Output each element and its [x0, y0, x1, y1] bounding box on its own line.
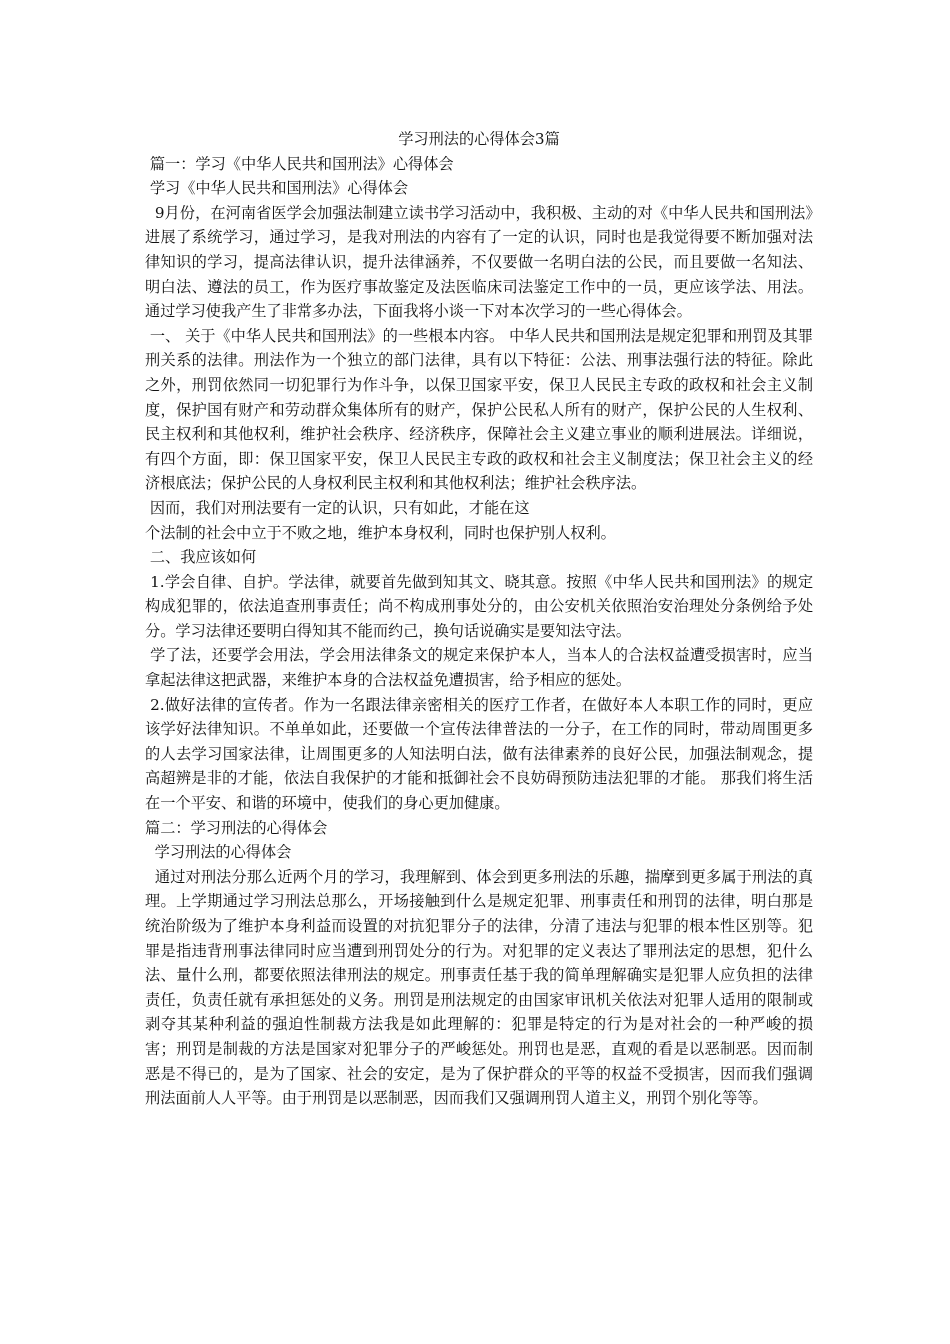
paragraph: 一、 关于《中华人民共和国刑法》的一些根本内容。 中华人民共和国刑法是规定犯罪和刑罚及其罪刑关系的法律。刑法作为一个独立的部门法律，具有以下特征：公法、刑事法强行法的特征。除此之外，刑罚依然同一切犯罪行为作斗争，以保卫国家平安，保卫人民民主专政的政权和社会主义制度，保护国有财产和劳动群众集体所有的财产，保护公民私人所有的财产，保护公民的人生权利、民主权利和其他权利，维护社会秩序、经济秩序，保障社会主义建立事业的顺利进展法。详细说，有四个方面，即：保卫国家平安，保卫人民民主专政的政权和社会主义制度法；保卫社会主义的经济根底法；保护公民的人身权利民主权利和其他权利法；维护社会秩序法。 — [145, 326, 814, 493]
subtitle-1: 学习《中华人民共和国刑法》心得体会 — [145, 179, 409, 198]
section-heading: 二、我应该如何 — [145, 548, 257, 567]
document-page — [145, 127, 813, 1111]
paragraph: 学了法，还要学会用法，学会用法律条文的规定来保护本人，当本人的合法权益遭受损害时，应当拿起法律这把武器，来维护本身的合法权益免遭损害，给予相应的惩处。 — [145, 646, 814, 690]
subtitle-2: 学习刑法的心得体会 — [145, 843, 292, 862]
paragraph: 通过对刑法分那么近两个月的学习，我理解到、体会到更多刑法的乐趣，揣摩到更多属于刑法的真理。上学期通过学习刑法总那么，开场接触到什么是规定犯罪、刑事责任和刑罚的法律，明白那是统治阶级为了维护本身利益而设置的对抗犯罪分子的法律，分清了违法与犯罪的根本性区别等。犯罪是指违背刑事法律同时应当遭到刑罚处分的行为。对犯罪的定义表达了罪刑法定的思想，犯什么法、量什么刑，都要依照法律刑法的规定。刑事责任基于我的简单理解确实是犯罪人应负担的法律责任，负责任就有承担惩处的义务。刑罚是刑法规定的由国家审讯机关依法对犯罪人适用的限制或剥夺其某种利益的强迫性制裁方法我是如此理解的：犯罪是特定的行为是对社会的一种严峻的损害；刑罚是制裁的方法是国家对犯罪分子的严峻惩处。刑罚也是恶，直观的看是以恶制恶。因而制恶是不得已的，是为了国家、社会的安定，是为了保护群众的平等的权益不受损害，因而我们强调刑法面前人人平等。由于刑罚是以恶制恶，因而我们又强调刑罚人道主义，刑罚个别化等等。 — [145, 867, 814, 1108]
paragraph: 9月份，在河南省医学会加强法制建立读书学习活动中，我积极、主动的对《中华人民共和国刑法》进展了系统学习，通过学习，是我对刑法的内容有了一定的认识，同时也是我觉得要不断加强对法律知识的学习，提高法律认识，提升法律涵养，不仅要做一名明白法的公民，而且要做一名知法、明白法、遵法的员工，作为医疗事故鉴定及法医临床司法鉴定工作中的一员，更应该学法、用法。通过学习使我产生了非常多办法，下面我将小谈一下对本次学习的一些心得体会。 — [145, 203, 813, 321]
document-title: 学习刑法的心得体会3篇 — [398, 130, 560, 148]
section-heading-1: 篇一：学习《中华人民共和国刑法》心得体会 — [145, 154, 454, 173]
paragraph: 2.做好法律的宣传者。作为一名跟法律亲密相关的医疗工作者，在做好本人本职工作的同时，更应该学好法律知识。不单单如此，还要做一个宣传法律普法的一分子，在工作的同时，带动周围更多的人去学习国家法律，让周围更多的人知法明白法，做有法律素养的良好公民，加强法制观念，提高超辨是非的才能，依法自我保护的才能和抵御社会不良妨碍预防违法犯罪的才能。 那我们将生活在一个平安、和谐的环境中，使我们的身心更加健康。 — [145, 695, 814, 813]
paragraph: 个法制的社会中立于不败之地，维护本身权利，同时也保护别人权利。 — [145, 523, 616, 542]
paragraph: 1.学会自律、自护。学法律，就要首先做到知其文、晓其意。按照《中华人民共和国刑法》的规定构成犯罪的，依法追查刑事责任；尚不构成刑事处分的，由公安机关依照治安治理处分条例给予处分。学习法律还要明白得知其不能而约己，换句话说确实是要知法守法。 — [145, 572, 814, 640]
section-heading-2: 篇二：学习刑法的心得体会 — [145, 818, 328, 837]
paragraph: 因而，我们对刑法要有一定的认识，只有如此，才能在这 — [145, 498, 530, 517]
